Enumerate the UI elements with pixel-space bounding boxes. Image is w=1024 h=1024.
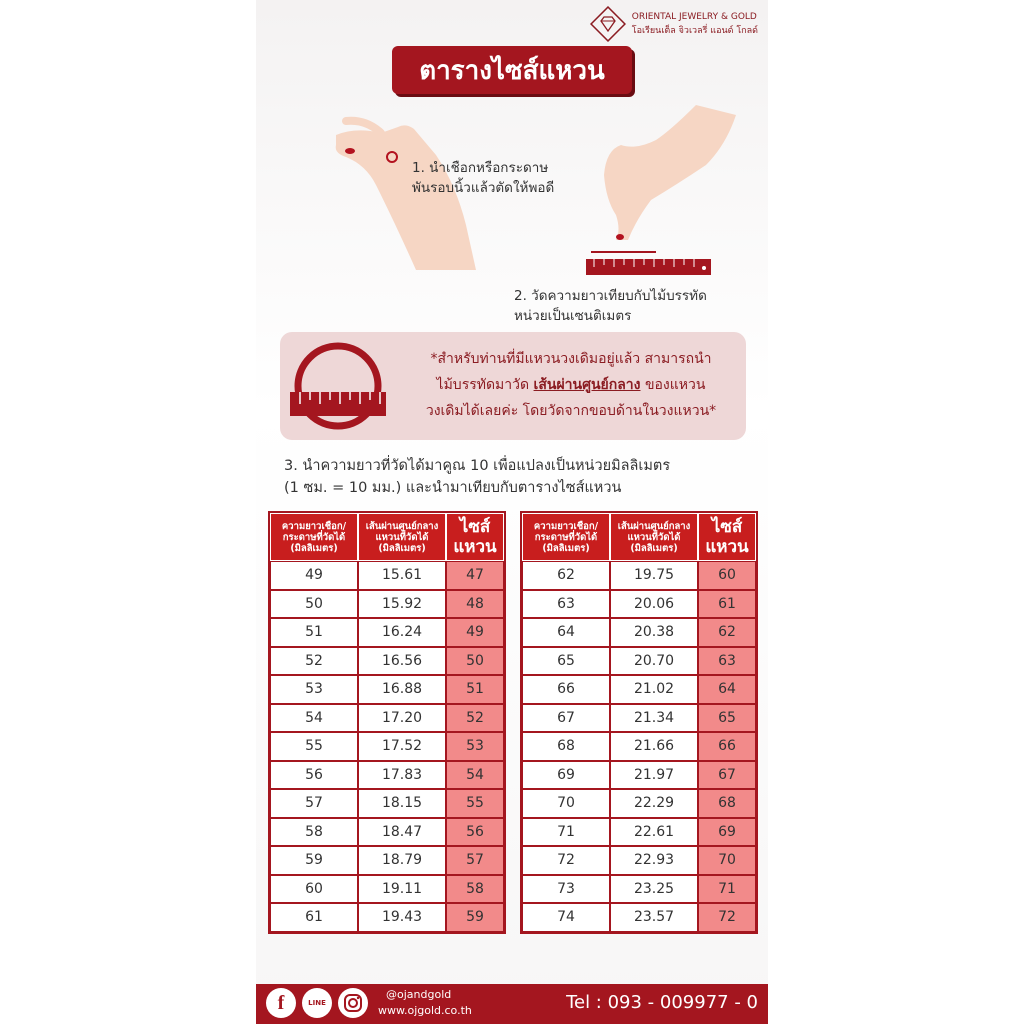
note-text: *สำหรับท่านที่มีแหวนวงเดิมอยู่แล้ว สามารถนำ ไม้บรรทัดมาวัด เส้นผ่านศูนย์กลาง ของแหวน วงเดิมได้เลยค่ะ โดยวัดจากขอบด้านในวงแหวน* <box>425 351 717 419</box>
cell-length: 73 <box>522 875 610 904</box>
cell-length: 74 <box>522 903 610 932</box>
cell-size: 64 <box>698 675 756 704</box>
cell-length: 64 <box>522 618 610 647</box>
table-row <box>522 561 756 590</box>
cell-size: 47 <box>446 561 504 590</box>
cell-diameter: 20.70 <box>610 647 698 676</box>
brand <box>590 6 758 42</box>
header-ring-size: ไซส์ แหวน <box>698 513 756 561</box>
cell-size: 63 <box>698 647 756 676</box>
cell-diameter: 21.34 <box>610 704 698 733</box>
cell-diameter: 22.61 <box>610 818 698 847</box>
ring-ruler-icon <box>288 340 388 432</box>
cell-length: 66 <box>522 675 610 704</box>
table-row <box>522 818 756 847</box>
cell-length: 69 <box>522 761 610 790</box>
cell-length: 55 <box>270 732 358 761</box>
facebook-icon[interactable]: f <box>266 988 296 1018</box>
cell-diameter: 17.20 <box>358 704 446 733</box>
cell-size: 72 <box>698 903 756 932</box>
table-row <box>522 618 756 647</box>
table-row <box>270 903 504 932</box>
cell-length: 59 <box>270 846 358 875</box>
cell-length: 68 <box>522 732 610 761</box>
table-row <box>270 675 504 704</box>
cell-size: 60 <box>698 561 756 590</box>
header-string-length: ความยาวเชือก/ กระดาษที่วัดได้ (มิลลิเมตร) <box>522 513 610 561</box>
cell-length: 62 <box>522 561 610 590</box>
cell-diameter: 19.43 <box>358 903 446 932</box>
table-row <box>522 675 756 704</box>
cell-size: 65 <box>698 704 756 733</box>
table-row <box>522 704 756 733</box>
table-row <box>522 647 756 676</box>
cell-length: 63 <box>522 590 610 619</box>
cell-diameter: 16.24 <box>358 618 446 647</box>
cell-size: 66 <box>698 732 756 761</box>
line-icon[interactable]: LINE <box>302 988 332 1018</box>
header-diameter: เส้นผ่านศูนย์กลาง แหวนที่วัดได้ (มิลลิเมตร) <box>358 513 446 561</box>
cell-diameter: 20.38 <box>610 618 698 647</box>
cell-length: 56 <box>270 761 358 790</box>
cell-diameter: 16.88 <box>358 675 446 704</box>
table-row <box>522 875 756 904</box>
instagram-icon[interactable] <box>338 988 368 1018</box>
cell-size: 57 <box>446 846 504 875</box>
cell-size: 70 <box>698 846 756 875</box>
cell-length: 49 <box>270 561 358 590</box>
table-row <box>270 761 504 790</box>
table-row <box>522 761 756 790</box>
cell-length: 52 <box>270 647 358 676</box>
cell-length: 53 <box>270 675 358 704</box>
cell-size: 51 <box>446 675 504 704</box>
cell-size: 71 <box>698 875 756 904</box>
social-handle[interactable]: @ojandgold <box>386 988 452 1001</box>
cell-length: 61 <box>270 903 358 932</box>
cell-size: 55 <box>446 789 504 818</box>
cell-length: 51 <box>270 618 358 647</box>
cell-size: 59 <box>446 903 504 932</box>
cell-size: 69 <box>698 818 756 847</box>
cell-size: 68 <box>698 789 756 818</box>
header-string-length: ความยาวเชือก/ กระดาษที่วัดได้ (มิลลิเมตร) <box>270 513 358 561</box>
cell-diameter: 18.79 <box>358 846 446 875</box>
cell-length: 65 <box>522 647 610 676</box>
telephone[interactable]: Tel : 093 - 009977 - 0 <box>566 992 758 1013</box>
cell-size: 53 <box>446 732 504 761</box>
brand-name-en: ORIENTAL JEWELRY & GOLD <box>631 12 757 22</box>
table-row <box>522 590 756 619</box>
title-banner <box>392 46 632 94</box>
cell-diameter: 23.57 <box>610 903 698 932</box>
brand-name-th: โอเรียนเต็ล จิวเวลรี่ แอนด์ โกลด์ <box>631 26 758 36</box>
note-emphasis: เส้นผ่านศูนย์กลาง <box>533 377 641 393</box>
cell-size: 61 <box>698 590 756 619</box>
cell-diameter: 20.06 <box>610 590 698 619</box>
website-link[interactable]: www.ojgold.co.th <box>378 1004 472 1017</box>
table-row <box>270 875 504 904</box>
cell-length: 70 <box>522 789 610 818</box>
cell-diameter: 21.02 <box>610 675 698 704</box>
cell-size: 50 <box>446 647 504 676</box>
table-row <box>522 903 756 932</box>
cell-length: 50 <box>270 590 358 619</box>
cell-size: 62 <box>698 618 756 647</box>
table-row <box>522 789 756 818</box>
step-3: 3. นำความยาวที่วัดได้มาคูณ 10 เพื่อแปลงเป็นหน่วยมิลลิเมตร (1 ซม. = 10 มม.) และนำมาเทียบกับตารางไซส์แหวน <box>284 458 671 496</box>
cell-length: 57 <box>270 789 358 818</box>
cell-diameter: 22.29 <box>610 789 698 818</box>
cell-diameter: 17.83 <box>358 761 446 790</box>
table-row <box>270 732 504 761</box>
cell-size: 56 <box>446 818 504 847</box>
cell-diameter: 21.97 <box>610 761 698 790</box>
cell-length: 54 <box>270 704 358 733</box>
cell-diameter: 15.61 <box>358 561 446 590</box>
cell-diameter: 19.75 <box>610 561 698 590</box>
cell-diameter: 15.92 <box>358 590 446 619</box>
cell-size: 54 <box>446 761 504 790</box>
cell-size: 48 <box>446 590 504 619</box>
table-row <box>270 846 504 875</box>
cell-length: 60 <box>270 875 358 904</box>
diamond-logo-icon <box>590 6 626 42</box>
table-row <box>522 846 756 875</box>
step-2: 2. วัดความยาวเทียบกับไม้บรรทัด หน่วยเป็นเซนติเมตร <box>514 288 707 324</box>
cell-length: 67 <box>522 704 610 733</box>
table-row <box>270 818 504 847</box>
step-1: 1. นำเชือกหรือกระดาษ พันรอบนิ้วแล้วตัดให้พอดี <box>412 160 555 196</box>
cell-diameter: 19.11 <box>358 875 446 904</box>
page-title: ตารางไซส์แหวน <box>419 55 605 86</box>
table-row <box>270 647 504 676</box>
table-row <box>270 618 504 647</box>
header-diameter: เส้นผ่านศูนย์กลาง แหวนที่วัดได้ (มิลลิเมตร) <box>610 513 698 561</box>
cell-size: 52 <box>446 704 504 733</box>
cell-size: 67 <box>698 761 756 790</box>
cell-length: 71 <box>522 818 610 847</box>
cell-diameter: 18.47 <box>358 818 446 847</box>
cell-diameter: 18.15 <box>358 789 446 818</box>
table-row <box>270 590 504 619</box>
cell-diameter: 22.93 <box>610 846 698 875</box>
cell-diameter: 17.52 <box>358 732 446 761</box>
table-row <box>270 789 504 818</box>
cell-diameter: 21.66 <box>610 732 698 761</box>
cell-diameter: 23.25 <box>610 875 698 904</box>
table-row <box>522 732 756 761</box>
footer <box>256 984 768 1024</box>
cell-size: 58 <box>446 875 504 904</box>
table-row <box>270 704 504 733</box>
cell-size: 49 <box>446 618 504 647</box>
size-table-right <box>520 511 758 934</box>
cell-diameter: 16.56 <box>358 647 446 676</box>
hand-ruler-illustration <box>576 105 746 280</box>
size-table-left <box>268 511 506 934</box>
table-row <box>270 561 504 590</box>
cell-length: 58 <box>270 818 358 847</box>
header-ring-size: ไซส์ แหวน <box>446 513 504 561</box>
note-box <box>280 332 746 440</box>
ring-size-panel <box>256 0 768 1024</box>
cell-length: 72 <box>522 846 610 875</box>
